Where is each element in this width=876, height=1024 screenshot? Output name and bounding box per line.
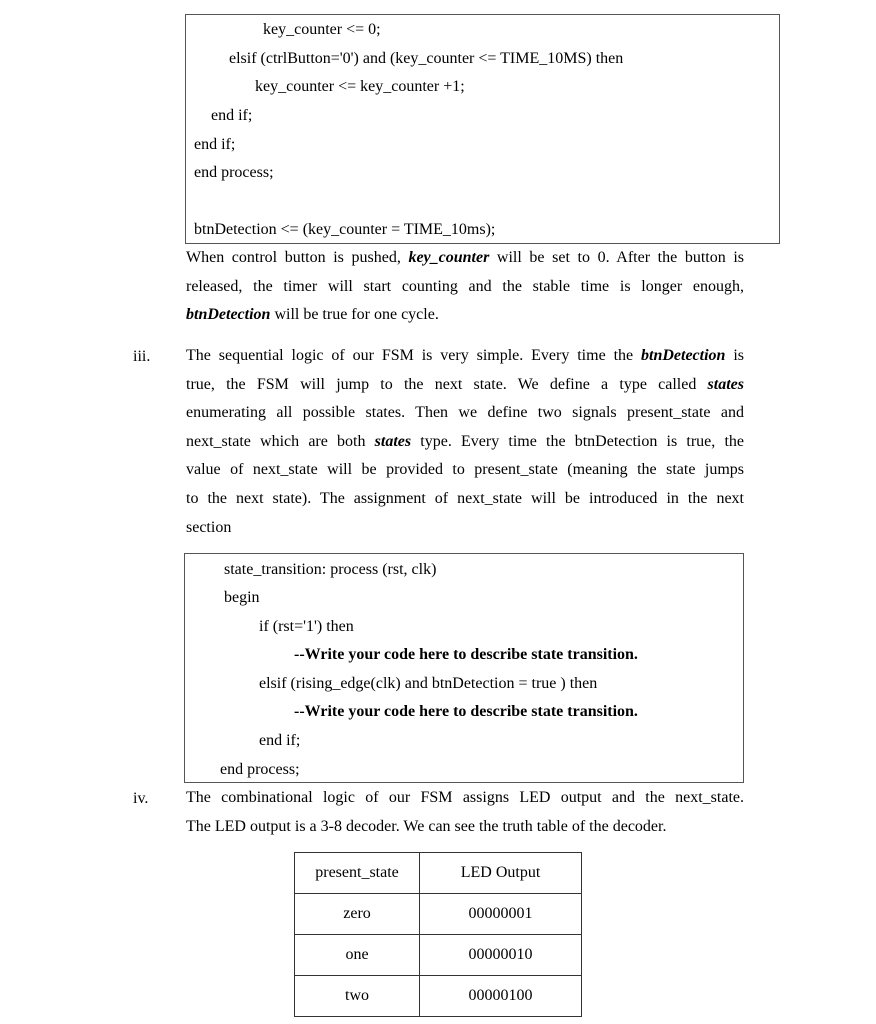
table-cell: 00000010 [420, 935, 582, 976]
text: next_state which are both [186, 432, 375, 450]
paragraph-line [186, 428, 744, 457]
table-cell: two [295, 976, 420, 1017]
code-line: key_counter <= 0; [263, 21, 381, 38]
code-line: key_counter <= key_counter +1; [255, 78, 465, 95]
code-line: btnDetection <= (key_counter = TIME_10ms); [194, 221, 496, 238]
code-line: if (rst='1') then [259, 618, 354, 635]
paragraph-line [186, 342, 744, 371]
code-line: end process; [220, 761, 300, 778]
text: The sequential logic of our FSM is very simple. Every time the [186, 347, 641, 364]
code-comment: --Write your code here to describe state transition. [294, 646, 638, 663]
text: is [725, 347, 744, 364]
code-line: end if; [194, 136, 236, 153]
table-cell: 00000100 [420, 976, 582, 1017]
text: true, the FSM will jump to the next state. We define a type called [186, 375, 708, 393]
paragraph-line [186, 244, 744, 273]
text: type. Every time the btnDetection is true, the [411, 432, 744, 450]
paragraph-line: to the next state). The assignment of next_state will be introduced in the next [186, 489, 744, 507]
list-marker-iv: iv. [133, 790, 149, 807]
paragraph-key-counter [186, 244, 744, 330]
code-line: elsif (rising_edge(clk) and btnDetection = true ) then [259, 675, 598, 692]
list-marker-iii: iii. [133, 348, 151, 365]
text: When control button is pushed, [186, 249, 409, 266]
emphasis-key-counter: key_counter [408, 249, 490, 266]
paragraph-sequential-logic [186, 342, 744, 542]
code-line: begin [224, 589, 260, 606]
code-line: state_transition: process (rst, clk) [224, 561, 437, 578]
paragraph-line: The combinational logic of our FSM assigns LED output and the next_state. [186, 789, 744, 806]
column-header: present_state [295, 853, 420, 894]
table-header-row [295, 853, 582, 894]
table-cell: one [295, 935, 420, 976]
code-comment: --Write your code here to describe state transition. [294, 703, 638, 720]
paragraph-line: enumerating all possible states. Then we define two signals present_state and [186, 404, 744, 422]
text: will be true for one cycle. [270, 306, 439, 324]
table-cell: 00000001 [420, 894, 582, 935]
code-line: elsif (ctrlButton='0') and (key_counter <= TIME_10MS) then [229, 50, 624, 67]
paragraph-line [186, 301, 744, 330]
emphasis-states: states [707, 375, 744, 393]
paragraph-line [186, 371, 744, 400]
table-row [295, 976, 582, 1017]
paragraph-line: section [186, 518, 232, 536]
paragraph-line: The LED output is a 3-8 decoder. We can see the truth table of the decoder. [186, 817, 667, 835]
code-line: end process; [194, 164, 274, 181]
paragraph-line: value of next_state will be provided to present_state (meaning the state jumps [186, 461, 744, 479]
paragraph-line: released, the timer will start counting and the stable time is longer enough, [186, 277, 744, 295]
emphasis-btn-detection: btnDetection [186, 306, 271, 324]
code-line: end if; [211, 107, 253, 124]
column-header: LED Output [420, 853, 582, 894]
table-row [295, 894, 582, 935]
emphasis-states: states [374, 432, 412, 450]
table-row [295, 935, 582, 976]
text: will be set to 0. After the button is [489, 249, 744, 266]
emphasis-btn-detection: btnDetection [641, 347, 726, 364]
code-line: end if; [259, 732, 301, 749]
truth-table [294, 852, 582, 1017]
paragraph-combinational-logic [186, 784, 744, 841]
table-cell: zero [295, 894, 420, 935]
